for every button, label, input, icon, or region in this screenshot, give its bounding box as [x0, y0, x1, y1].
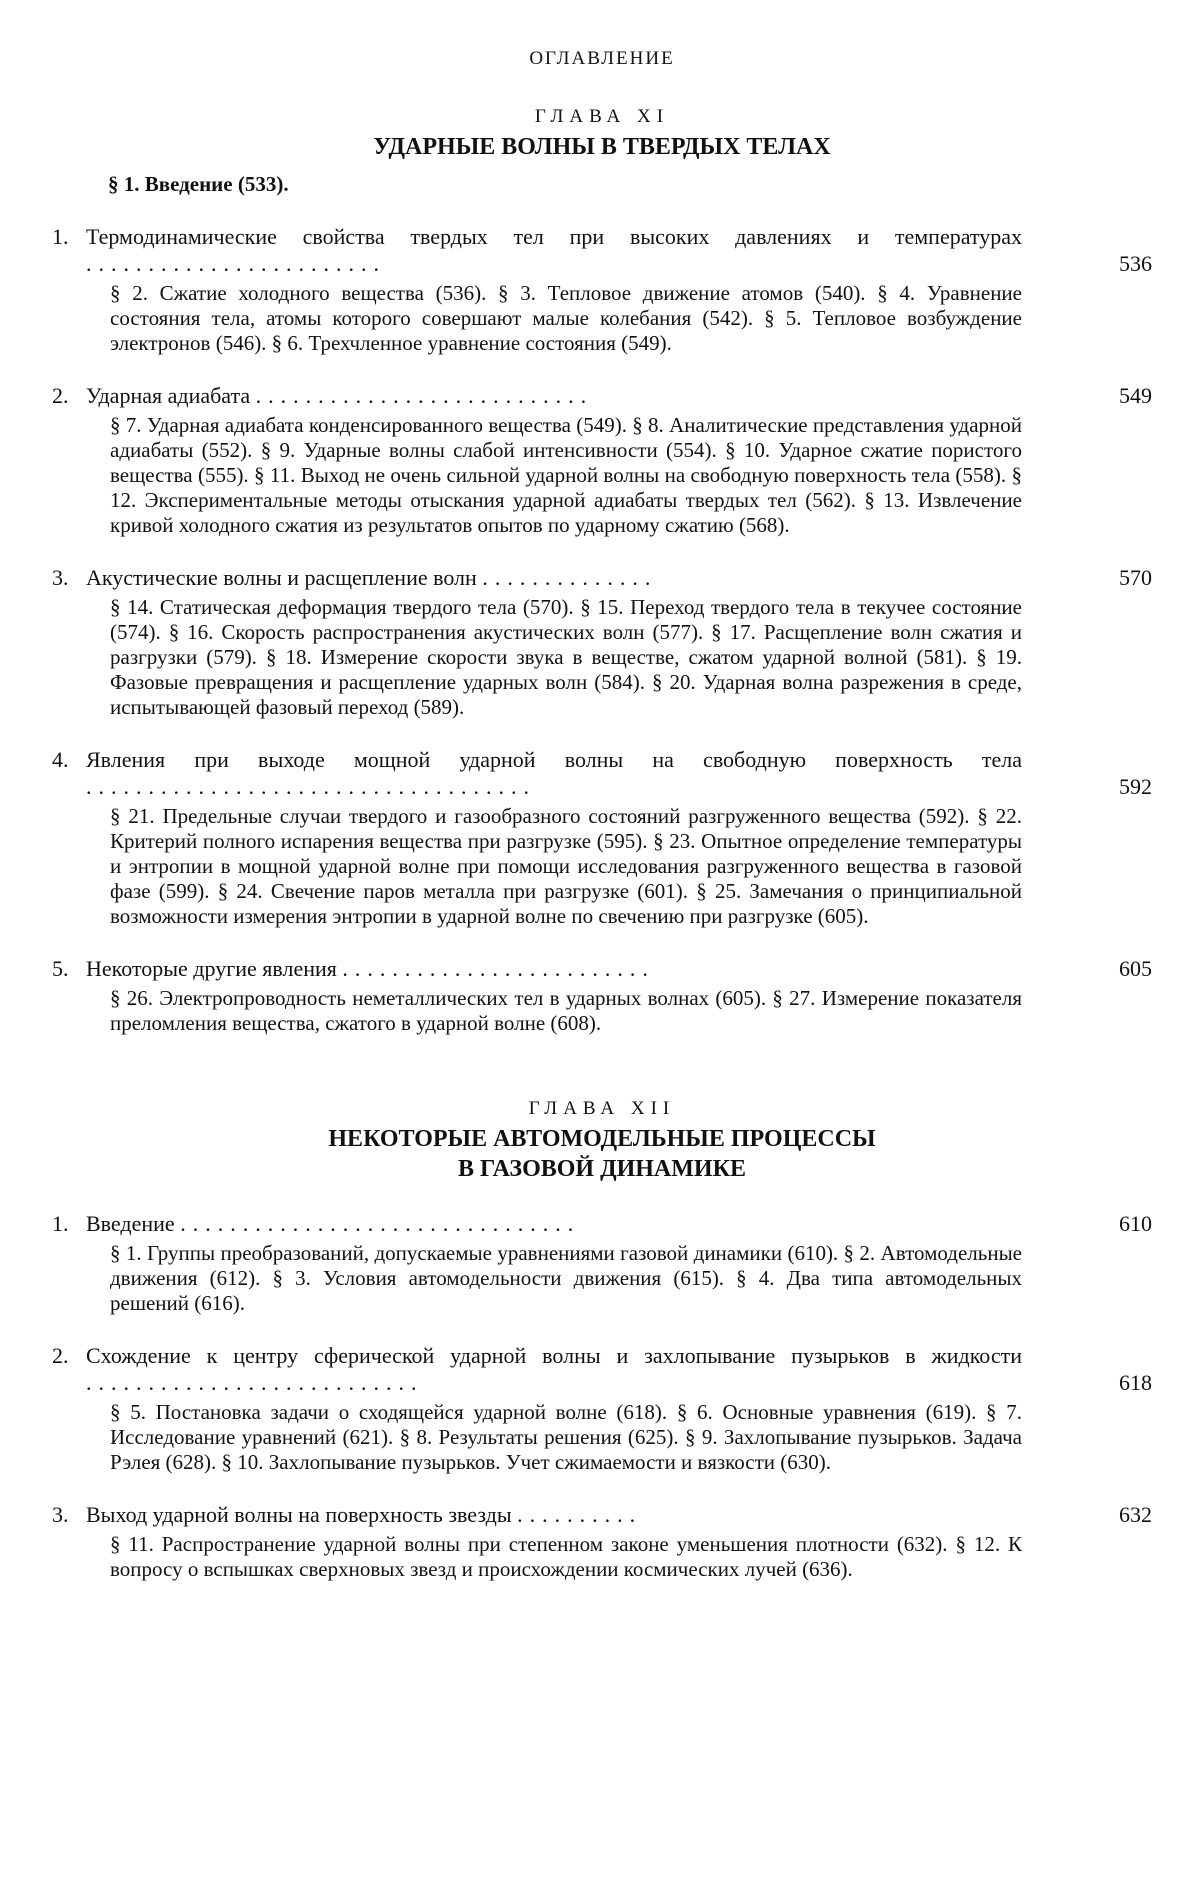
toc-entry[interactable] — [52, 1501, 1152, 1582]
entry-title[interactable]: Ударная адиабата — [86, 383, 251, 408]
entry-number: 4. — [52, 747, 69, 772]
toc-entry-heading[interactable] — [52, 382, 1152, 409]
entry-sections: § 26. Электропроводность неметаллических тел в ударных волнах (605). § 27. Измерение показателя преломления вещества, сжатого в ударной волне (608). — [110, 986, 1022, 1035]
page-number[interactable]: 618 — [1119, 1370, 1152, 1395]
leader-dots: ......................... — [342, 956, 655, 981]
leader-dots: ........................... — [255, 383, 594, 408]
chapter-title — [52, 1124, 1152, 1184]
entry-title[interactable]: Явления при выходе мощной ударной волны на свободную поверхность тела — [86, 747, 1022, 772]
chapter-label: ГЛАВА XII — [528, 1098, 676, 1119]
toc-entry[interactable] — [52, 564, 1152, 720]
entry-title[interactable]: Схождение к центру сферической ударной волны и захлопывание пузырьков в жидкости — [86, 1343, 1022, 1368]
page-number[interactable]: 570 — [1119, 565, 1152, 590]
toc-entry-heading[interactable] — [52, 1342, 1152, 1396]
leader-dots: ........................ — [86, 251, 386, 276]
leader-dots: .............. — [482, 565, 658, 590]
entry-sections: § 14. Статическая деформация твердого тела (570). § 15. Переход твердого тела в текучее состояние (574). § 16. Скорость распространения акустических волн (577). § 17. Расщепление волн сжатия и разгрузки (579). § 18. Измерение скорости звука в веществе, сжатом ударной волной (581). § 19. Фазовые превращения и расщепление ударных волн (584). § 20. Ударная волна разрежения в среде, испытывающей фазовый переход (589). — [110, 595, 1022, 719]
leader-dots: ................................ — [180, 1211, 581, 1236]
entry-sections: § 2. Сжатие холодного вещества (536). § 3. Тепловое движение атомов (540). § 4. Уравнение состояния тела, атомы которого совершают малые колебания (542). § 5. Тепловое возбуждение электронов (546). § 6. Трехчленное уравнение состояния (549). — [110, 281, 1022, 355]
page-number[interactable]: 592 — [1119, 774, 1152, 799]
chapter-intro: § 1. Введение (533). — [108, 172, 289, 196]
chapter-label: ГЛАВА XI — [534, 106, 670, 127]
toc-entry[interactable] — [52, 746, 1152, 929]
entry-sections: § 11. Распространение ударной волны при степенном законе уменьшения плотности (632). § 12. К вопросу о вспышках сверхновых звезд и происхождении космических лучей (636). — [110, 1532, 1022, 1581]
toc-entry-heading[interactable] — [52, 1210, 1152, 1237]
chapter-xii — [52, 1098, 1152, 1582]
entry-number: 3. — [52, 1502, 69, 1527]
entry-title[interactable]: Термодинамические свойства твердых тел при высоких давлениях и температурах — [86, 224, 1022, 249]
toc-entry-heading[interactable] — [52, 564, 1152, 591]
entry-sections: § 5. Постановка задачи о сходящейся ударной волне (618). § 6. Основные уравнения (619). § 7. Исследование уравнений (621). § 8. Результаты решения (625). § 9. Захлопывание пузырьков. Задача Рэлея (628). § 10. Захлопывание пузырьков. Учет сжимаемости и вязкости (630). — [110, 1400, 1022, 1474]
leader-dots: .................................... — [86, 774, 536, 799]
toc-entry[interactable] — [52, 1210, 1152, 1316]
leader-dots: .......... — [517, 1502, 643, 1527]
page-number[interactable]: 610 — [1119, 1211, 1152, 1236]
entry-number: 1. — [52, 1211, 69, 1236]
entry-title[interactable]: Введение — [86, 1211, 175, 1236]
toc-entry-heading[interactable] — [52, 746, 1152, 800]
toc-entry[interactable] — [52, 382, 1152, 538]
toc-entry-heading[interactable] — [52, 955, 1152, 982]
leader-dots: ........................... — [86, 1370, 424, 1395]
entry-sections: § 1. Группы преобразований, допускаемые уравнениями газовой динамики (610). § 2. Автомодельные движения (612). § 3. Условия автомодельности движения (615). § 4. Два типа автомодельных решений (616). — [110, 1241, 1022, 1315]
toc-entry[interactable] — [52, 1342, 1152, 1475]
entry-number: 2. — [52, 383, 69, 408]
entry-sections: § 21. Предельные случаи твердого и газообразного состояний разгруженного вещества (592). § 22. Критерий полного испарения вещества при разгрузке (595). § 23. Опытное определение температуры и энтропии в мощной ударной волне при помощи исследования разгруженного вещества в газовой фазе (599). § 24. Свечение паров металла при разгрузке (601). § 25. Замечания о принципиальной возможности измерения энтропии в ударной волне по свечению при разгрузке (605). — [110, 804, 1022, 928]
entry-title[interactable]: Некоторые другие явления — [86, 956, 337, 981]
toc-entry-heading[interactable] — [52, 223, 1152, 277]
chapter-title-line: НЕКОТОРЫЕ АВТОМОДЕЛЬНЫЕ ПРОЦЕССЫ — [328, 1126, 876, 1152]
page-number[interactable]: 605 — [1119, 956, 1152, 981]
entry-title[interactable]: Выход ударной волны на поверхность звезды — [86, 1502, 512, 1527]
toc-entry-heading[interactable] — [52, 1501, 1152, 1528]
page-number[interactable]: 632 — [1119, 1502, 1152, 1527]
entry-number: 5. — [52, 956, 69, 981]
entry-sections: § 7. Ударная адиабата конденсированного вещества (549). § 8. Аналитические представления ударной адиабаты (552). § 9. Ударные волны слабой интенсивности (554). § 10. Ударное сжатие пористого вещества (555). § 11. Выход не очень сильной ударной волны на свободную поверхность тела (558). § 12. Экспериментальные методы отыскания ударной адиабаты твердых тел (562). § 13. Извлечение кривой холодного сжатия из результатов опытов по ударному сжатию (568). — [110, 413, 1022, 537]
page-number[interactable]: 536 — [1119, 251, 1152, 276]
entry-number: 2. — [52, 1343, 69, 1368]
chapter-title-line: УДАРНЫЕ ВОЛНЫ В ТВЕРДЫХ ТЕЛАХ — [373, 134, 831, 160]
toc-page — [52, 0, 1152, 1582]
toc-entry[interactable] — [52, 223, 1152, 356]
chapter-title — [52, 132, 1152, 162]
entry-number: 3. — [52, 565, 69, 590]
page-number[interactable]: 549 — [1119, 383, 1152, 408]
entry-number: 1. — [52, 224, 69, 249]
chapter-xi — [52, 106, 1152, 1036]
entry-title[interactable]: Акустические волны и расщепление волн — [86, 565, 477, 590]
chapter-title-line: В ГАЗОВОЙ ДИНАМИКЕ — [458, 1156, 746, 1182]
running-head: ОГЛАВЛЕНИЕ — [529, 48, 675, 69]
toc-entry[interactable] — [52, 955, 1152, 1036]
